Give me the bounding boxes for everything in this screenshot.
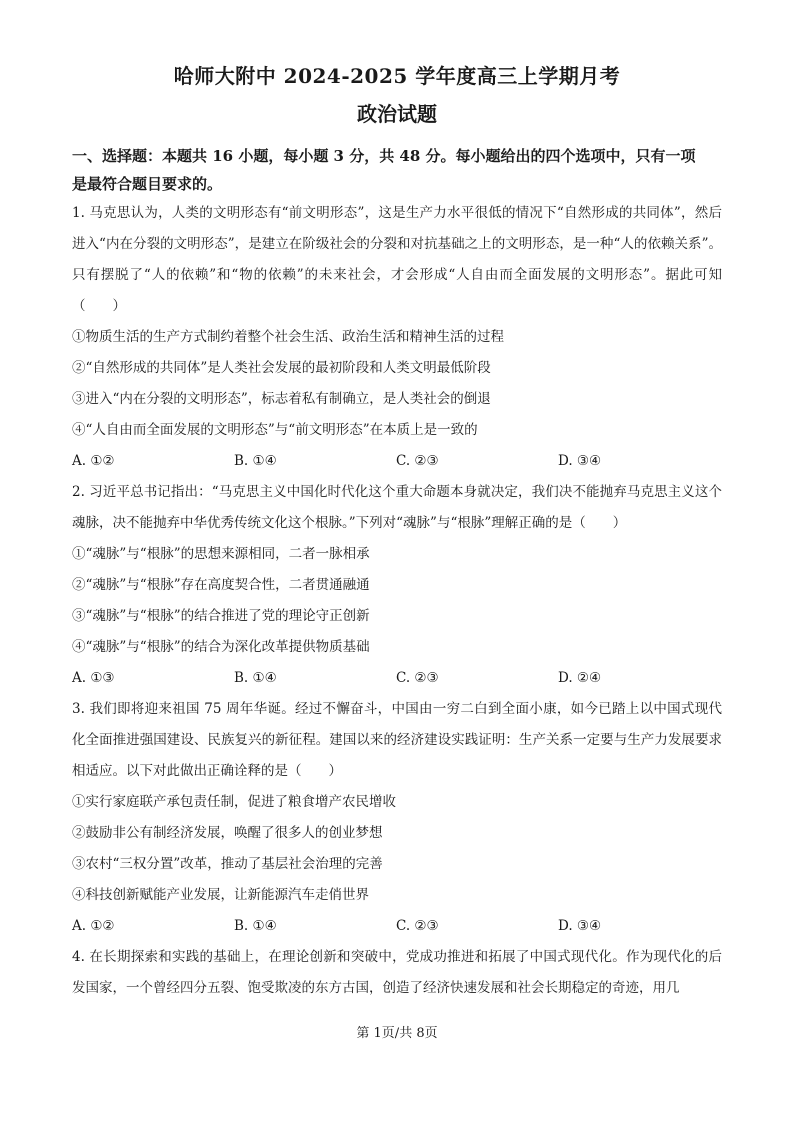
question-stem: 3. 我们即将迎来祖国 75 周年华诞。经过不懈奋斗，中国由一穷二白到全面小康，如今已踏上以中国式现代化全面推进强国建设、民族复兴的新征程。建国以来的经济建设实践证明：生产关系一定要与生产力发展要求相适应。以下对此做出正确诠释的是（ ）: [72, 701, 722, 779]
question-1: [72, 198, 722, 477]
option-c: C. ②③: [396, 453, 439, 469]
question-item: ④“魂脉”与“根脉”的结合为深化改革提供物质基础: [72, 639, 370, 655]
option-b: B. ①④: [234, 918, 277, 934]
option-b: B. ①④: [234, 670, 277, 686]
question-item: ③农村“三权分置”改革，推动了基层社会治理的完善: [72, 856, 383, 872]
question-3: [72, 694, 722, 942]
question-2: [72, 477, 722, 694]
option-c: C. ②③: [396, 670, 439, 686]
answer-options: [72, 663, 722, 694]
section-heading-line2: 是最符合题目要求的。: [72, 175, 223, 193]
option-d: D. ②④: [558, 670, 602, 686]
question-item: ④“人自由而全面发展的文明形态”与“前文明形态”在本质上是一致的: [72, 422, 478, 438]
question-item: ②“魂脉”与“根脉”存在高度契合性，二者贯通融通: [72, 577, 370, 593]
question-stem: 1. 马克思认为，人类的文明形态有“前文明形态”，这是生产力水平很低的情况下“自然形成的共同体”，然后进入“内在分裂的文明形态”，是建立在阶级社会的分裂和对抗基础之上的文明形态，是一种“人的依赖关系”。只有摆脱了“人的依赖”和“物的依赖”的未来社会，才会形成“人自由而全面发展的文明形态”。据此可知（ ）: [72, 205, 722, 314]
question-item: ②“自然形成的共同体”是人类社会发展的最初阶段和人类文明最低阶段: [72, 360, 491, 376]
option-c: C. ②③: [396, 918, 439, 934]
question-item: ④科技创新赋能产业发展，让新能源汽车走俏世界: [72, 887, 369, 903]
question-item: ①实行家庭联产承包责任制，促进了粮食增产农民增收: [72, 794, 396, 810]
question-item: ③进入“内在分裂的文明形态”，标志着私有制确立，是人类社会的倒退: [72, 391, 491, 407]
answer-options: [72, 911, 722, 942]
option-a: A. ①②: [72, 453, 115, 469]
question-stem: 4. 在长期探索和实践的基础上，在理论创新和突破中，党成功推进和拓展了中国式现代化。作为现代化的后发国家，一个曾经四分五裂、饱受欺凌的东方古国，创造了经济快速发展和社会长期稳定的奇迹，用几: [72, 949, 722, 996]
option-b: B. ①④: [234, 453, 277, 469]
exam-subtitle: 政治试题: [357, 102, 437, 126]
option-a: A. ①②: [72, 918, 115, 934]
option-d: D. ③④: [558, 918, 602, 934]
answer-options: [72, 446, 722, 477]
option-a: A. ①③: [72, 670, 115, 686]
question-4: [72, 942, 722, 1004]
page-footer: 第 1页/共 8页: [356, 1026, 438, 1041]
question-item: ①“魂脉”与“根脉”的思想来源相同，二者一脉相承: [72, 546, 370, 562]
option-d: D. ③④: [558, 453, 602, 469]
exam-title: 哈师大附中 2024-2025 学年度高三上学期月考: [173, 64, 621, 88]
question-item: ①物质生活的生产方式制约着整个社会生活、政治生活和精神生活的过程: [72, 329, 504, 345]
question-stem: 2. 习近平总书记指出：“马克思主义中国化时代化这个重大命题本身就决定，我们决不能抛弃马克思主义这个魂脉，决不能抛弃中华优秀传统文化这个根脉。”下列对“魂脉”与“根脉”理解正确的是（ ）: [72, 484, 722, 531]
question-item: ③“魂脉”与“根脉”的结合推进了党的理论守正创新: [72, 608, 370, 624]
question-item: ②鼓励非公有制经济发展，唤醒了很多人的创业梦想: [72, 825, 383, 841]
section-heading-line1: 一、选择题：本题共 16 小题，每小题 3 分，共 48 分。每小题给出的四个选项中，只有一项: [72, 147, 696, 165]
